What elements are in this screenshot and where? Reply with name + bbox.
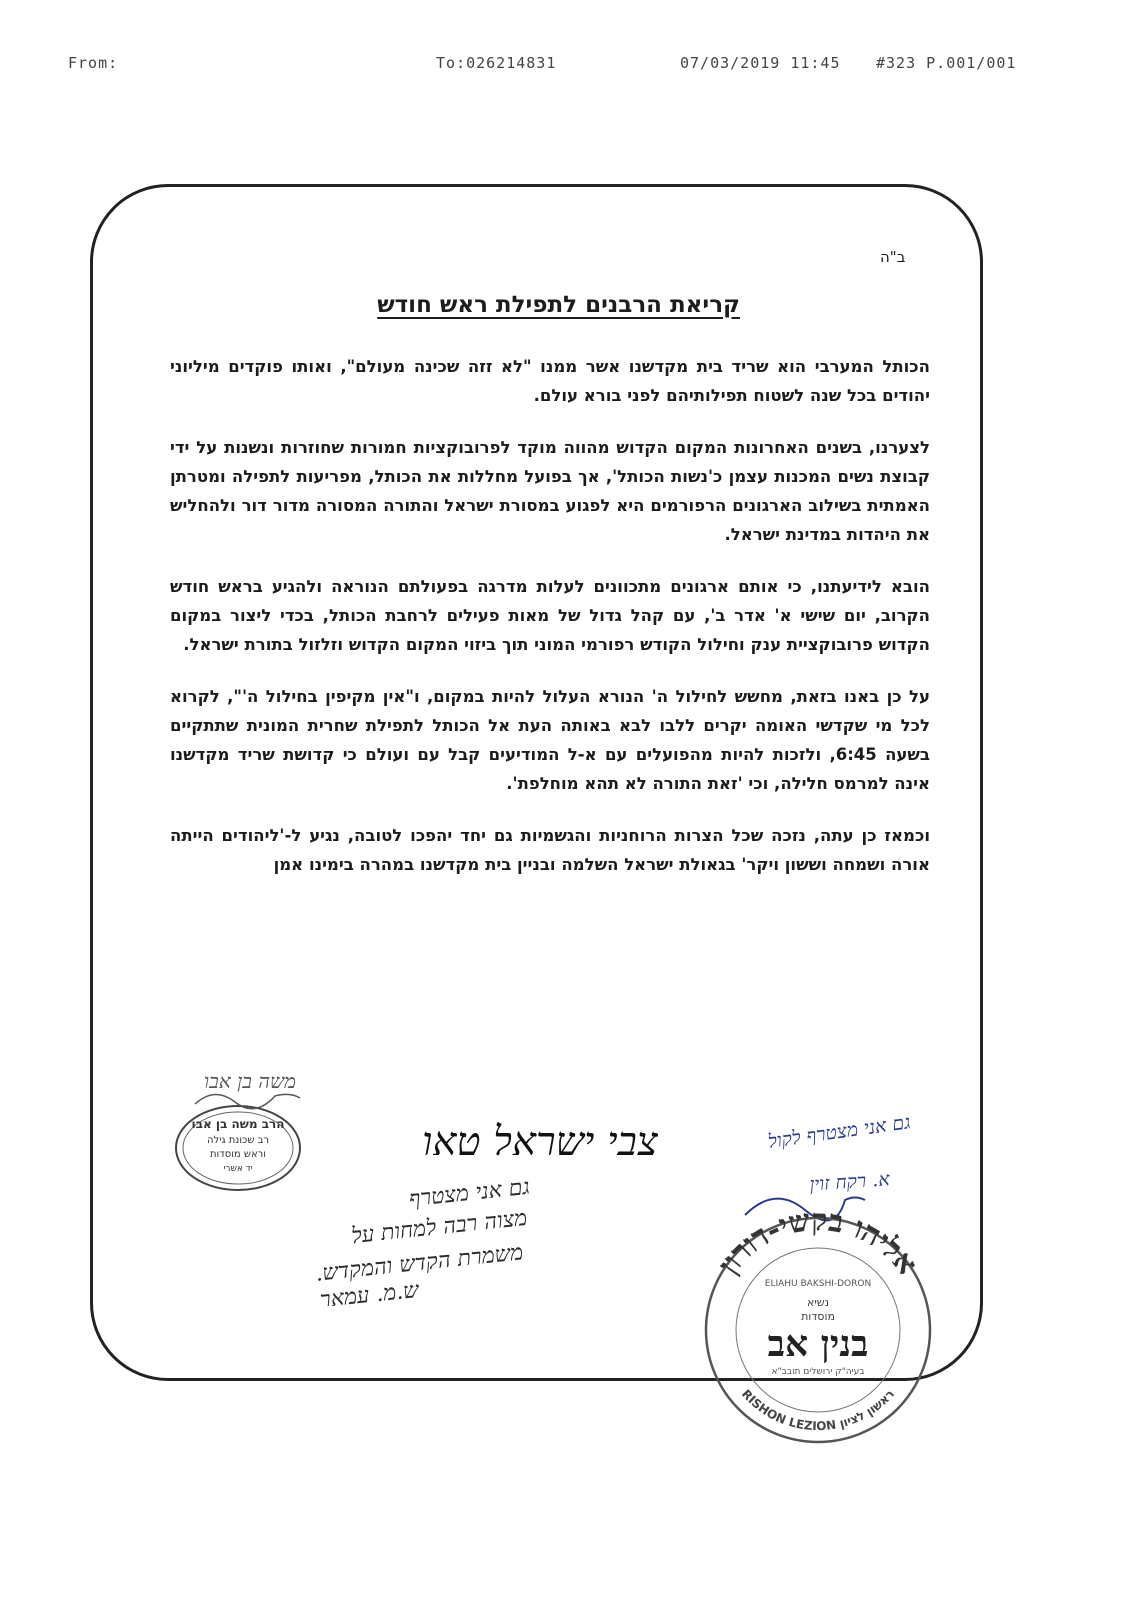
center-note-line: ש.מ. עמאר xyxy=(318,1277,420,1314)
center-note-line: מצוה רבה למחות על xyxy=(350,1205,529,1250)
left-stamp-line: יד אשרי xyxy=(223,1164,253,1174)
letter-body xyxy=(170,352,930,902)
fax-to: To:026214831 xyxy=(436,54,557,72)
center-note-line: גם אני מצטרף xyxy=(407,1174,531,1213)
stamp-role-line: נשיא xyxy=(806,1296,830,1309)
center-signature: צבי ישראל טאו xyxy=(422,1119,658,1165)
right-note-line: א. רקח זוין xyxy=(808,1168,891,1196)
center-note-line: משמרת הקדש והמקדש. xyxy=(314,1240,525,1287)
stamp-address: בעיה"ק ירושלים תובב"א xyxy=(771,1367,865,1377)
stamp-bottom-text: RISHON LEZION ראשון לציון xyxy=(738,1386,898,1434)
letter-paragraph: הכותל המערבי הוא שריד בית מקדשנו אשר ממנו "לא זזה שכינה מעולם", ואותו פוקדים מיליוני יהודים בכל שנה לשטוח תפילותיהם לפני בורא עולם. xyxy=(170,357,930,405)
fax-header xyxy=(0,54,1121,78)
right-note-line: גם אני מצטרף לקול xyxy=(766,1111,912,1153)
stamp-top-text: אליהו בקשי-דורון xyxy=(711,1202,925,1282)
letter-paragraph: הובא לידיעתנו, כי אותם ארגונים מתכוונים לעלות מדרגה בפעולתם הנוראה ולהגיע בראש חודש הקרוב, יום שישי א' אדר ב', עם קהל גדול של מאות פעילים לרחבת הכותל, בכדי ליצור במקום הקדוש פרובוקציית ענק וחילול הקודש רפורמי המוני תוך ביזוי המקום הקדוש וזלזול בתורת ישראל. xyxy=(170,577,930,654)
stamp-org: בנין אב xyxy=(767,1323,869,1365)
letter-paragraph: על כן באנו בזאת, מחשש לחילול ה' הנורא העלול להיות במקום, ו"אין מקיפין בחילול ה'", לקרוא לכל מי שקדשי האומה יקרים ללבו לבא באותה העת אל הכותל לתפילת שחרית המונית שתתקיים בשעה 6:45, ולזכות להיות מהפועלים עם א-ל המודיעים קבל עם ועולם כי קדושת שריד מקדשנו אינה למרמס חלילה, וכי 'זאת התורה לא תהא מוחלפת'. xyxy=(170,687,930,793)
stamp-role-line: מוסדות xyxy=(801,1310,835,1323)
left-stamp-line: הרב משה בן אבו xyxy=(191,1117,285,1131)
left-stamp-line: וראש מוסדות xyxy=(209,1149,267,1160)
fax-from: From: xyxy=(68,54,119,72)
fax-page-info: #323 P.001/001 xyxy=(876,54,1017,72)
letter-title: קריאת הרבנים לתפילת ראש חודש xyxy=(377,292,740,318)
letter-bh: ב"ה xyxy=(880,248,906,266)
stamp-english-text: ELIAHU BAKSHI-DORON xyxy=(764,1279,872,1289)
letter-paragraph: וכמאז כן עתה, נזכה שכל הצרות הרוחניות והגשמיות גם יחד יהפכו לטובה, נגיע ל-'ליהודים הייתה אורה ושמחה וששון ויקר' בגאולת ישראל השלמה ובניין בית מקדשנו במהרה בימינו אמן xyxy=(170,826,930,874)
left-stamp-line: רב שכונת גילה xyxy=(206,1135,270,1146)
left-signature: משה בן אבו xyxy=(204,1069,296,1093)
letter-paragraph: לצערנו, בשנים האחרונות המקום הקדוש מהווה מוקד לפרובוקציות חמורות שחוזרות ונשנות על ידי קבוצת נשים המכנות עצמן כ'נשות הכותל', אך בפועל מחללות את הכותל, מפריעות לתפילה ומטרתן האמתית בשילוב הארגונים הרפורמים היא לפגוע במסורת ישראל והתורה המסורה מדור דור ולהחליש את היהדות במדינת ישראל. xyxy=(170,438,930,544)
fax-datetime: 07/03/2019 11:45 xyxy=(680,54,841,72)
